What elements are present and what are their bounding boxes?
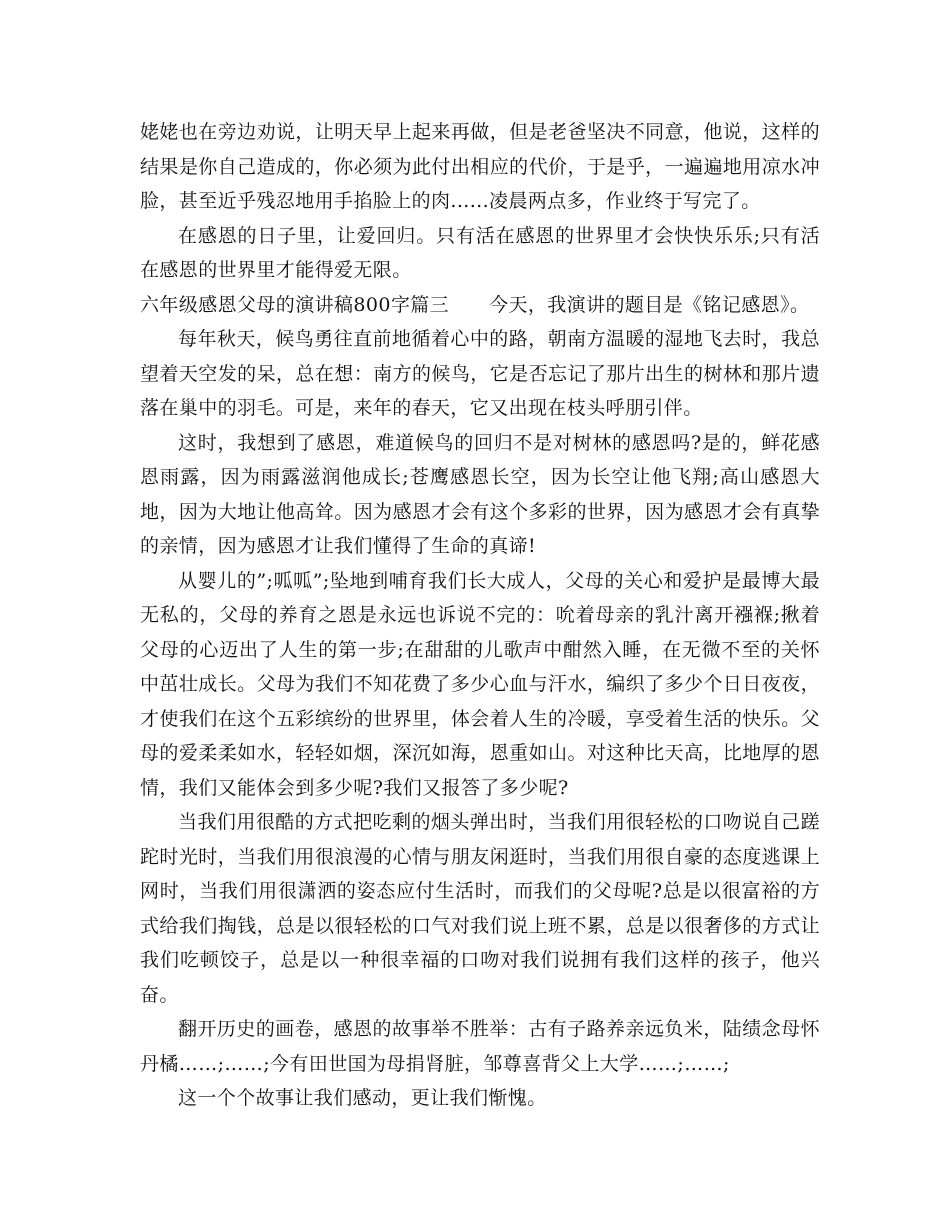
paragraph-7: 翻开历史的画卷，感恩的故事举不胜举：古有子路养亲远负米，陆绩念母怀丹橘……;……;今有田世国为母捐肾脏，邹尊喜背父上大学……;……; — [140, 1018, 820, 1075]
section-heading-line — [140, 288, 820, 323]
paragraph-5: 从婴儿的”;呱呱”;坠地到哺育我们长大成人，父母的关心和爱护是最博大最无私的，父母的养育之恩是永远也诉说不完的：吮着母亲的乳汁离开襁褓;揪着父母的心迈出了人生的第一步;在甜甜的儿歌声中酣然入睡，在无微不至的关怀中茁壮成长。父母为我们不知花费了多少心血与汗水，编织了多少个日日夜夜，才使我们在这个五彩缤纷的世界里，体会着人生的冷暖，享受着生活的快乐。父母的爱柔柔如水，轻轻如烟，深沉如海，恩重如山。对这种比天高，比地厚的恩情，我们又能体会到多少呢?我们又报答了多少呢? — [140, 569, 820, 799]
speech-intro: 今天，我演讲的题目是《铭记感恩》。 — [489, 293, 810, 316]
paragraph-8: 这一个个故事让我们感动，更让我们惭愧。 — [178, 1087, 547, 1109]
paragraph-3: 每年秋天，候鸟勇往直前地循着心中的路，朝南方温暖的湿地飞去时，我总望着天空发的呆，总在想：南方的候鸟，它是否忘记了那片出生的树林和那片遗落在巢中的羽毛。可是，来年的春天，它又出现在枝头呼朋引伴。 — [140, 328, 820, 419]
paragraph-2: 在感恩的日子里，让爱回归。只有活在感恩的世界里才会快快乐乐;只有活在感恩的世界里才能得爱无限。 — [140, 224, 820, 281]
document-body — [140, 115, 820, 1116]
section-title: 六年级感恩父母的演讲稿800字篇三 — [140, 293, 450, 316]
paragraph-4: 这时，我想到了感恩，难道候鸟的回归不是对树林的感恩吗?是的，鲜花感恩雨露，因为雨露滋润他成长;苍鹰感恩长空，因为长空让他飞翔;高山感恩大地，因为大地让他高耸。因为感恩才会有这个多彩的世界，因为感恩才会有真挚的亲情，因为感恩才让我们懂得了生命的真谛! — [140, 431, 820, 557]
paragraph-6: 当我们用很酷的方式把吃剩的烟头弹出时，当我们用很轻松的口吻说自己蹉跎时光时，当我们用很浪漫的心情与朋友闲逛时，当我们用很自豪的态度逃课上网时，当我们用很潇洒的姿态应付生活时，而我们的父母呢?总是以很富裕的方式给我们掏钱，总是以很轻松的口气对我们说上班不累，总是以很奢侈的方式让我们吃顿饺子，总是以一种很幸福的口吻对我们说拥有我们这样的孩子，他兴奋。 — [140, 811, 820, 1006]
paragraph-1: 姥姥也在旁边劝说，让明天早上起来再做，但是老爸坚决不同意，他说，这样的结果是你自己造成的，你必须为此付出相应的代价，于是乎，一遍遍地用凉水冲脸，甚至近乎残忍地用手掐脸上的肉......凌晨两点多，作业终于写完了。 — [140, 121, 820, 212]
